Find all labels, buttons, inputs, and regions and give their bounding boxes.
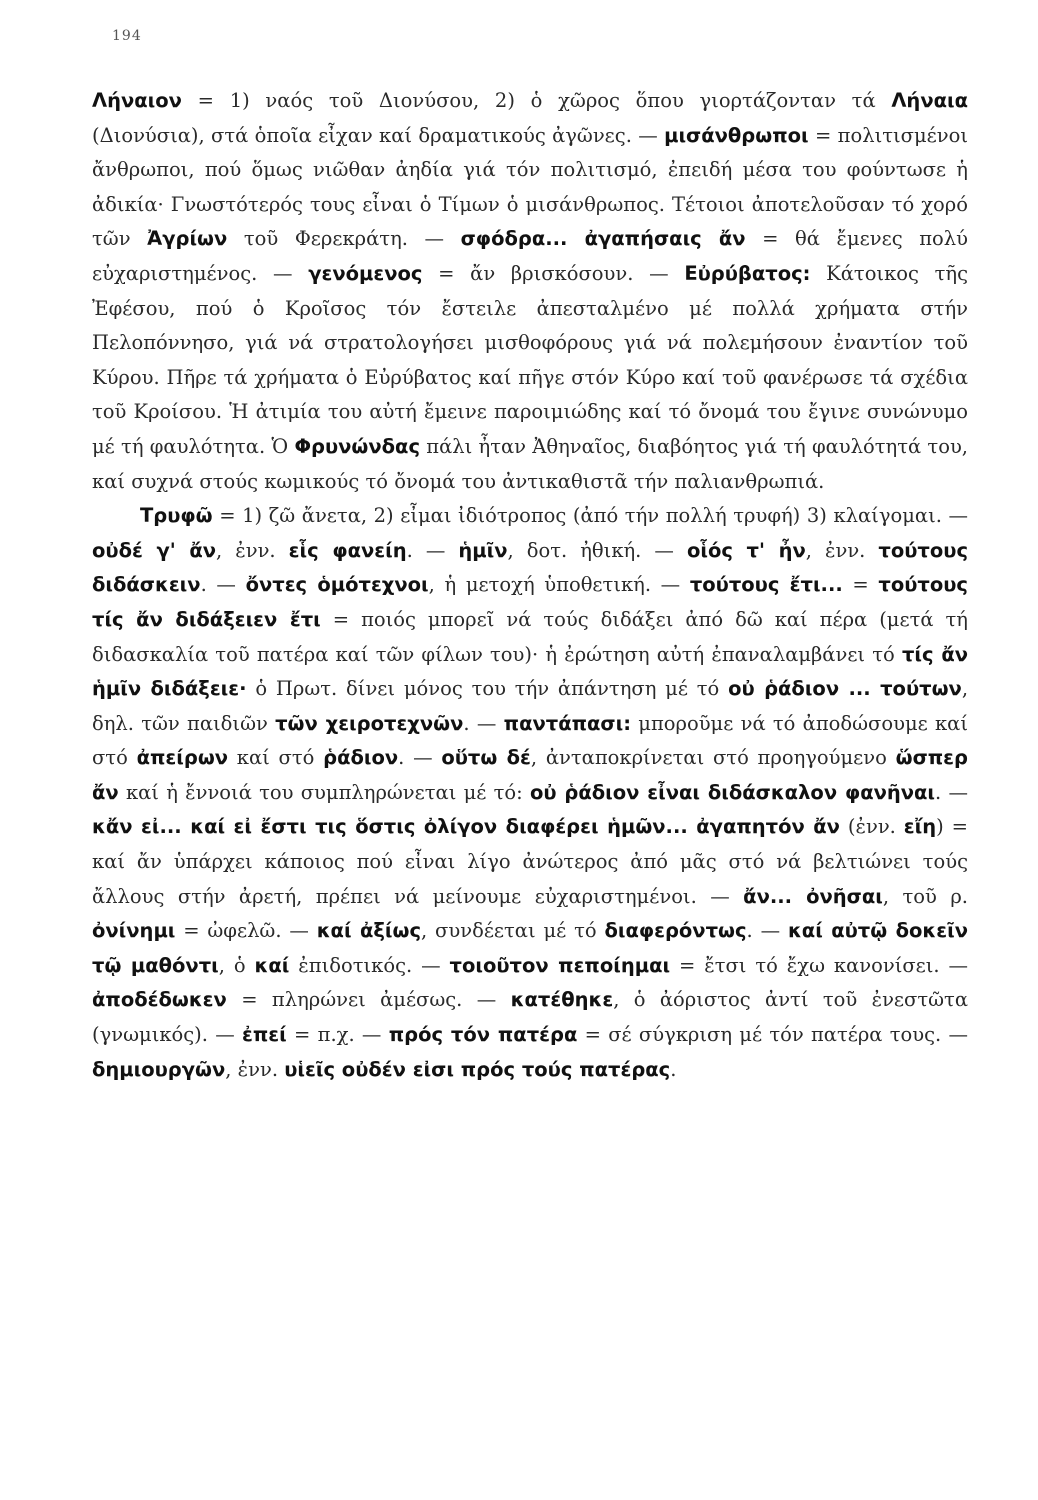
lemma-term: τούτους ἔτι...	[689, 573, 843, 597]
commentary-run: = σέ σύγκριση μέ τόν πατέρα τους. —	[577, 1023, 968, 1047]
commentary-run: = πληρώνει ἀμέσως. —	[226, 988, 511, 1012]
lemma-term: εἴη	[903, 815, 937, 839]
lemma-term: οὕτω δέ	[441, 746, 531, 770]
paragraph-tryfo	[92, 499, 968, 1087]
lemma-term: κἄν εἰ... καί εἰ ἔστι τις ὅστις ὀλίγον διαφέρει ἡμῶν... ἀγαπητόν ἄν	[92, 815, 840, 839]
lemma-term: καί ἀξίως	[316, 919, 422, 943]
lemma-term: ἀπείρων	[136, 746, 229, 770]
paragraph-lenaion	[92, 84, 968, 499]
lemma-term: οὐδέ γ' ἄν	[92, 538, 217, 562]
commentary-run: ὁ Πρωτ. δίνει μόνος του τήν ἀπάντηση μέ τό	[246, 677, 729, 701]
lemma-term: οὐ ῥάδιον ... τούτων	[728, 677, 962, 701]
commentary-run: , δοτ. ἠθική. —	[507, 538, 687, 562]
commentary-run: πάλι ἦταν Ἀθηναῖος, διαβόητος γιά τή φαυλότητά του, καί συχνά στούς κωμικούς τό ὄνομά του ἀντικαθιστᾶ τήν παλιανθρωπιά.	[92, 434, 968, 493]
commentary-run: (ἐνν.	[839, 815, 904, 839]
lemma-term: καί αὐτῷ δοκεῖν τῷ μαθόντι	[92, 919, 968, 977]
page-number: 194	[112, 28, 142, 44]
commentary-run: Κάτοικος τῆς Ἐφέσου, πού ὁ Κροῖσος τόν ἔστειλε ἀπεσταλμένο μέ πολλά χρήματα στήν Πελοπόννησο, γιά νά στρατολογήσει μισθοφόρους γιά νά πολεμήσουν ἐναντίον τοῦ Κύρου. Πῆρε τά χρήματα ὁ Εὐρύβατος καί πῆγε στόν Κύρο καί τοῦ φανέρωσε τά σχέδια τοῦ Κροίσου. Ἡ ἀτιμία του αὐτή ἔμεινε παροιμιώδης καί τό ὄνομά του ἔγινε συνώνυμο μέ τή φαυλότητα. Ὁ	[92, 261, 968, 458]
commentary-run: , δηλ. τῶν παιδιῶν	[92, 677, 969, 735]
lemma-term: ὥσπερ ἄν	[92, 746, 968, 804]
commentary-run: = 1) ζῶ ἄνετα, 2) εἶμαι ἰδιότροπος (ἀπό τήν πολλή τρυφή) 3) κλαίγομαι. —	[212, 504, 968, 528]
lemma-term: τοιοῦτον πεποίημαι	[449, 953, 671, 977]
lemma-term: Ἀγρίων	[147, 227, 228, 251]
commentary-run: = ποιός μπορεῖ νά τούς διδάξει ἀπό δῶ καί πέρα (μετά τή διδασκαλία τοῦ πατέρα καί τῶν φίλων του)· ἡ ἐρώτηση αὐτή ἐπαναλαμβάνει τό	[92, 607, 968, 666]
lemma-term: διαφερόντως	[604, 919, 747, 943]
commentary-run: = ὠφελῶ. —	[175, 919, 317, 943]
commentary-run: , ὁ ἀόριστος ἀντί τοῦ ἐνεστῶτα (γνωμικός). —	[92, 988, 968, 1047]
commentary-run: , ὁ	[218, 953, 255, 977]
lemma-term: ἐπεί	[242, 1023, 287, 1047]
commentary-run: .	[670, 1057, 677, 1081]
commentary-run: = θά ἔμενες πολύ εὐχαριστημένος. —	[92, 227, 968, 285]
commentary-run: . —	[406, 538, 459, 562]
commentary-run: . —	[398, 746, 442, 770]
lemma-term: καί	[254, 953, 290, 977]
commentary-run: καί ἡ ἔννοιά του συμπληρώνεται μέ τό:	[118, 780, 530, 804]
lemma-term: ὀνίνημι	[92, 919, 176, 943]
lemma-term: ὄντες ὁμότεχνοι	[245, 573, 429, 597]
lemma-term: Λήναιον	[92, 89, 182, 112]
lemma-term: Τρυφῶ	[140, 504, 213, 528]
lemma-term: οἷός τ' ἦν	[686, 538, 806, 562]
commentary-run: ἐπιδοτικός. —	[289, 953, 450, 977]
commentary-run: καί στό	[228, 746, 324, 770]
commentary-run: ) = καί ἄν ὑπάρχει κάποιος πού εἶναι λίγο ἀνώτερος ἀπό μᾶς στό νά βελτιώνει τούς ἄλλους στήν ἀρετή, πρέπει νά μείνουμε εὐχαριστημένοι. —	[92, 815, 968, 908]
lemma-term: Εὐρύβατος:	[684, 261, 811, 285]
lemma-term: εἷς φανείη	[288, 538, 407, 562]
commentary-run: . —	[200, 573, 246, 597]
commentary-run: , ἡ μετοχή ὑποθετική. —	[428, 573, 690, 597]
commentary-run: , ἐνν.	[216, 538, 289, 562]
lemma-term: ἡμῖν	[458, 538, 508, 562]
commentary-run: = πολιτισμένοι ἄνθρωποι, πού ὅμως νιῶθαν ἀηδία γιά τόν πολιτισμό, ἐπειδή μέσα του φούντωσε ἡ ἀδικία· Γνωστότερός τους εἶναι ὁ Τίμων ὁ μισάνθρωπος. Τέτοιοι ἀποτελοῦσαν τό χορό τῶν	[92, 123, 968, 251]
commentary-run: = 1) ναός τοῦ Διονύσου, 2) ὁ χῶρος ὅπου γιορτάζονταν τά	[181, 89, 892, 112]
lemma-term: τίς ἄν ἡμῖν διδάξειε·	[92, 642, 968, 701]
lemma-term: υἱεῖς οὐδέν εἰσι πρός τούς πατέρας	[284, 1057, 671, 1081]
commentary-run: , συνδέεται μέ τό	[421, 919, 605, 943]
lemma-term: σφόδρα... ἀγαπήσαις ἄν	[460, 227, 746, 251]
lemma-term: ἀποδέδωκεν	[92, 988, 227, 1012]
commentary-run: = ἔτσι τό ἔχω κανονίσει. —	[670, 953, 969, 977]
commentary-run: , ἀνταποκρίνεται στό προηγούμενο	[530, 746, 896, 770]
commentary-run: (Διονύσια), στά ὁποῖα εἶχαν καί δραματικούς ἀγῶνες. —	[92, 123, 665, 147]
lemma-term: πρός τόν πατέρα	[388, 1023, 578, 1047]
commentary-run: . —	[746, 919, 788, 943]
lemma-term: Φρυνώνδας	[294, 434, 421, 458]
commentary-run: , τοῦ ρ.	[882, 884, 968, 908]
lemma-term: μισάνθρωποι	[664, 123, 809, 147]
commentary-text	[92, 84, 968, 1087]
lemma-term: γενόμενος	[308, 261, 423, 285]
commentary-run: . —	[463, 711, 504, 735]
commentary-run: , ἐνν.	[805, 538, 879, 562]
lemma-term: Λήναια	[891, 89, 968, 112]
lemma-term: δημιουργῶν	[92, 1057, 226, 1081]
lemma-term: οὐ ῥάδιον εἶναι διδάσκαλον φανῆναι	[530, 780, 936, 804]
commentary-run: . —	[935, 780, 968, 804]
commentary-run: = π.χ. —	[286, 1023, 389, 1047]
commentary-run: τοῦ Φερεκράτη. —	[227, 227, 461, 251]
lemma-term: τῶν χειροτεχνῶν	[275, 711, 464, 735]
commentary-run: , ἐνν.	[225, 1057, 285, 1081]
lemma-term: κατέθηκε	[510, 988, 614, 1012]
lemma-term: παντάπασι:	[503, 711, 631, 735]
lemma-term: ἄν... ὀνῆσαι	[743, 884, 883, 908]
lemma-term: τούτους διδάσκειν	[92, 538, 968, 597]
commentary-run: = ἄν βρισκόσουν. —	[422, 261, 685, 285]
lemma-term: τούτους τίς ἄν διδάξειεν ἔτι	[92, 573, 968, 631]
lemma-term: ῥάδιον	[323, 746, 399, 770]
commentary-run: μποροῦμε νά τό ἀποδώσουμε καί στό	[92, 711, 968, 770]
commentary-run: =	[842, 573, 879, 597]
